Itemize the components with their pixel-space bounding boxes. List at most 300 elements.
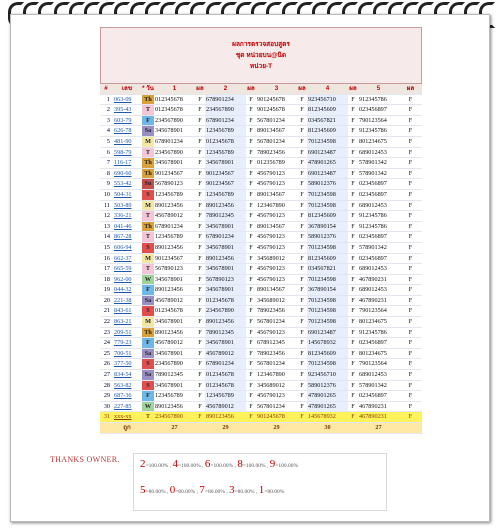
row-number-code: 041-46 <box>112 221 142 232</box>
result-flag: F <box>195 200 205 211</box>
row-number-code: 662-37 <box>112 253 142 264</box>
row-number-code: 843-61 <box>112 306 142 317</box>
column-header: 3 <box>256 84 297 94</box>
result-flag: F <box>297 370 307 381</box>
row-index: 9 <box>100 179 112 190</box>
digit-set: 801234675 <box>358 348 399 359</box>
row-day-badge: T <box>142 147 154 158</box>
digit-set: 890123456 <box>205 253 246 264</box>
stat-digit: 9 <box>269 458 276 470</box>
table-row <box>100 274 422 285</box>
digit-set: 023456897 <box>358 189 399 200</box>
digit-set: 456790123 <box>256 168 297 179</box>
digit-set: 689012453 <box>358 147 399 158</box>
row-index: 11 <box>100 200 112 211</box>
result-flag: F <box>246 189 256 200</box>
row-index: 28 <box>100 380 112 391</box>
row-day-badge: Th <box>142 94 154 105</box>
row-number-code: 867-28 <box>112 232 142 243</box>
summary-empty <box>297 423 307 434</box>
digit-set: 012345678 <box>154 105 195 116</box>
column-header: # <box>100 84 112 94</box>
digit-set: 123467890 <box>256 370 297 381</box>
result-flag: F <box>297 391 307 402</box>
digit-set: 345678901 <box>205 338 246 349</box>
table-row <box>100 211 422 222</box>
table-row <box>100 327 422 338</box>
digit-set: 790123564 <box>358 306 399 317</box>
digit-set: 012356789 <box>256 158 297 169</box>
digit-set: 456790123 <box>256 211 297 222</box>
digit-set: 034567821 <box>307 115 348 126</box>
digit-set: 456789012 <box>154 338 195 349</box>
digit-set: 589012376 <box>307 179 348 190</box>
result-flag: F <box>348 179 358 190</box>
result-flag: F <box>297 221 307 232</box>
column-header: เลข <box>112 84 142 94</box>
row-index: 31 <box>100 412 112 423</box>
row-index: 3 <box>100 115 112 126</box>
table-row <box>100 126 422 137</box>
digit-set: 034567821 <box>307 264 348 275</box>
result-flag: F <box>246 232 256 243</box>
digit-set: 890134567 <box>256 126 297 137</box>
row-number-code: 563-82 <box>112 380 142 391</box>
result-flag: F <box>348 380 358 391</box>
digit-set: 234567890 <box>154 115 195 126</box>
table-row <box>100 200 422 211</box>
digit-set: 812345609 <box>307 253 348 264</box>
digit-set: 567801234 <box>256 136 297 147</box>
table-row <box>100 285 422 296</box>
result-flag: F <box>297 94 307 105</box>
digit-set: 456790123 <box>256 179 297 190</box>
table-row <box>100 253 422 264</box>
digit-set: 456789012 <box>205 401 246 412</box>
row-number-code: 503-89 <box>112 200 142 211</box>
digit-set: 890123456 <box>154 242 195 253</box>
stat-digit: 3 <box>229 484 235 496</box>
stats-line-100: 2=100.00% , 4=100.00% , 6=100.00% , 8=100.00% , 9=100.00% <box>140 458 299 470</box>
header-unit: หน่วย-T <box>249 63 273 70</box>
result-flag: F <box>195 179 205 190</box>
result-flag: F <box>348 338 358 349</box>
result-flag: F <box>246 401 256 412</box>
stat-percent: =80.00% <box>234 489 255 495</box>
result-flag: F <box>195 317 205 328</box>
stat-percent: =100.00% <box>177 463 201 469</box>
digit-set: 890134567 <box>256 189 297 200</box>
digit-set: 901245678 <box>256 105 297 116</box>
result-flag: F <box>399 338 422 349</box>
table-row <box>100 136 422 147</box>
summary-empty <box>246 423 256 434</box>
table-row <box>100 115 422 126</box>
row-index: 24 <box>100 338 112 349</box>
digit-set: 456790123 <box>256 242 297 253</box>
result-flag: F <box>348 115 358 126</box>
digit-set: 023456897 <box>358 232 399 243</box>
result-flag: F <box>399 306 422 317</box>
row-day-badge: M <box>142 253 154 264</box>
table-row <box>100 158 422 169</box>
thanks-owner-text: THANKS OWNER. <box>50 455 120 464</box>
table-row <box>100 401 422 412</box>
digit-set: 912345786 <box>358 221 399 232</box>
digit-set: 890123456 <box>205 317 246 328</box>
row-number-code: 962-00 <box>112 274 142 285</box>
row-number-code: 221-38 <box>112 295 142 306</box>
result-flag: F <box>297 189 307 200</box>
digit-set: 701234598 <box>307 200 348 211</box>
digit-set: 689012453 <box>358 264 399 275</box>
digit-set: 701234598 <box>307 274 348 285</box>
row-index: 20 <box>100 295 112 306</box>
row-day-badge: M <box>142 136 154 147</box>
digit-set: 901234567 <box>154 253 195 264</box>
summary-label: ถูก <box>112 423 142 434</box>
digit-set: 234567890 <box>205 105 246 116</box>
result-flag: F <box>195 380 205 391</box>
digit-set: 890123456 <box>154 200 195 211</box>
digit-set: 812345609 <box>307 105 348 116</box>
result-flag: F <box>399 285 422 296</box>
digit-set: 901245678 <box>256 412 297 423</box>
result-flag: F <box>195 401 205 412</box>
row-day-badge: Sa <box>142 370 154 381</box>
digit-set: 234567890 <box>205 306 246 317</box>
table-row <box>100 359 422 370</box>
result-flag: F <box>297 295 307 306</box>
row-day-badge: F <box>142 338 154 349</box>
row-index: 7 <box>100 158 112 169</box>
result-flag: F <box>348 105 358 116</box>
digit-set: 123456789 <box>154 391 195 402</box>
digit-set: 567890123 <box>205 274 246 285</box>
result-flag: F <box>246 285 256 296</box>
digit-set: 890123456 <box>205 412 246 423</box>
result-flag: F <box>399 264 422 275</box>
digit-set: 345678901 <box>205 264 246 275</box>
result-flag: F <box>195 253 205 264</box>
digit-set: 467890231 <box>358 412 399 423</box>
digit-set: 567801234 <box>256 115 297 126</box>
result-flag: F <box>297 253 307 264</box>
result-flag: F <box>348 370 358 381</box>
row-number-code: 116-17 <box>112 158 142 169</box>
digit-set: 689012453 <box>358 285 399 296</box>
row-number-code: 063-09 <box>112 94 142 105</box>
table-row <box>100 232 422 243</box>
digit-set: 478901265 <box>307 158 348 169</box>
table-row <box>100 412 422 423</box>
digit-set: 790123564 <box>358 115 399 126</box>
result-flag: F <box>246 295 256 306</box>
column-header: ผล <box>246 84 256 94</box>
digit-set: 901234567 <box>154 168 195 179</box>
digit-set: 812345609 <box>307 348 348 359</box>
row-index: 26 <box>100 359 112 370</box>
column-header: ผล <box>195 84 205 94</box>
digit-set: 345689012 <box>256 295 297 306</box>
digit-set: 890134567 <box>256 221 297 232</box>
row-day-badge: T <box>142 264 154 275</box>
result-flag: F <box>297 158 307 169</box>
stat-percent: =100.00% <box>145 463 169 469</box>
result-flag: F <box>399 136 422 147</box>
result-flag: F <box>399 189 422 200</box>
table-row <box>100 338 422 349</box>
row-number-code: 700-51 <box>112 348 142 359</box>
table-row <box>100 94 422 105</box>
stat-percent: =100.00% <box>275 463 299 469</box>
result-flag: F <box>195 264 205 275</box>
result-flag: F <box>246 115 256 126</box>
digit-set: 701234598 <box>307 242 348 253</box>
row-index: 17 <box>100 264 112 275</box>
digit-set: 234567890 <box>154 359 195 370</box>
result-flag: F <box>348 168 358 179</box>
result-flag: F <box>246 105 256 116</box>
digit-set: 801234675 <box>358 136 399 147</box>
result-flag: F <box>246 253 256 264</box>
column-header: 5 <box>358 84 399 94</box>
summary-empty <box>348 423 358 434</box>
row-index: 29 <box>100 391 112 402</box>
result-flag: F <box>246 348 256 359</box>
row-index: 2 <box>100 105 112 116</box>
result-flag: F <box>399 242 422 253</box>
digit-set: 690123487 <box>307 327 348 338</box>
row-day-badge: F <box>142 391 154 402</box>
result-flag: F <box>399 348 422 359</box>
digit-set: 012345678 <box>205 380 246 391</box>
digit-set: 123456789 <box>154 189 195 200</box>
row-index: 13 <box>100 221 112 232</box>
result-flag: F <box>348 327 358 338</box>
digit-set: 567890123 <box>154 179 195 190</box>
header-set-name: ชุด หน่วยบน@นิด <box>235 52 287 59</box>
result-flag: F <box>246 359 256 370</box>
result-flag: F <box>348 391 358 402</box>
row-index: 14 <box>100 232 112 243</box>
digit-set: 912345786 <box>358 94 399 105</box>
stats-box <box>133 453 387 511</box>
stat-digit: 0 <box>169 484 176 496</box>
row-number-code: 863-21 <box>112 317 142 328</box>
result-flag: F <box>297 348 307 359</box>
result-flag: F <box>195 232 205 243</box>
table-row <box>100 105 422 116</box>
digit-set: 234567890 <box>154 412 195 423</box>
row-number-code: 687-36 <box>112 391 142 402</box>
result-flag: F <box>297 306 307 317</box>
digit-set: 701234598 <box>307 317 348 328</box>
row-number-code: 395-43 <box>112 105 142 116</box>
column-header: ผล <box>348 84 358 94</box>
row-day-badge: T <box>142 232 154 243</box>
summary-empty <box>100 423 112 434</box>
stat-percent: =80.00% <box>264 489 285 495</box>
digit-set: 578901342 <box>358 158 399 169</box>
result-flag: F <box>246 327 256 338</box>
row-day-badge: F <box>142 115 154 126</box>
result-flag: F <box>246 200 256 211</box>
stat-digit: 5 <box>140 484 146 496</box>
digit-set: 912345786 <box>358 327 399 338</box>
row-index: 27 <box>100 370 112 381</box>
digit-set: 701234598 <box>307 295 348 306</box>
result-flag: F <box>297 232 307 243</box>
result-flag: F <box>195 285 205 296</box>
summary-count: 27 <box>154 423 195 434</box>
digit-set: 812345609 <box>307 211 348 222</box>
result-flag: F <box>195 242 205 253</box>
stat-digit: 2 <box>140 458 146 470</box>
sheet-header <box>100 27 422 84</box>
result-flag: F <box>399 401 422 412</box>
result-flag: F <box>348 221 358 232</box>
digit-set: 367890154 <box>307 285 348 296</box>
digit-set: 689012453 <box>358 370 399 381</box>
row-day-badge: W <box>142 274 154 285</box>
digit-set: 345678901 <box>205 242 246 253</box>
result-flag: F <box>246 370 256 381</box>
digit-set: 678901234 <box>205 359 246 370</box>
row-number-code: 603-79 <box>112 115 142 126</box>
result-flag: F <box>348 211 358 222</box>
row-number-code: 553-42 <box>112 179 142 190</box>
result-flag: F <box>399 94 422 105</box>
row-day-badge: T <box>142 211 154 222</box>
results-sheet <box>100 27 422 434</box>
row-day-badge: W <box>142 401 154 412</box>
column-header: 1 <box>154 84 195 94</box>
result-flag: F <box>348 317 358 328</box>
digit-set: 790123564 <box>358 359 399 370</box>
row-number-code: 779-23 <box>112 338 142 349</box>
digit-set: 467890231 <box>358 295 399 306</box>
row-index: 1 <box>100 94 112 105</box>
row-day-badge: Sa <box>142 348 154 359</box>
result-flag: F <box>348 253 358 264</box>
digit-set: 789023456 <box>256 306 297 317</box>
stat-percent: =80.00% <box>175 489 196 495</box>
result-flag: F <box>195 274 205 285</box>
results-table <box>100 84 422 434</box>
result-flag: F <box>297 211 307 222</box>
row-index: 18 <box>100 274 112 285</box>
digit-set: 012345678 <box>205 370 246 381</box>
digit-set: 912345786 <box>358 126 399 137</box>
digit-set: 890134567 <box>256 285 297 296</box>
digit-set: 467890231 <box>358 401 399 412</box>
column-header: * วัน <box>142 84 154 94</box>
result-flag: F <box>399 179 422 190</box>
result-flag: F <box>297 168 307 179</box>
result-flag: F <box>195 306 205 317</box>
result-flag: F <box>399 412 422 423</box>
result-flag: F <box>195 221 205 232</box>
digit-set: 690123487 <box>307 147 348 158</box>
digit-set: 801234675 <box>358 317 399 328</box>
digit-set: 023456897 <box>358 338 399 349</box>
result-flag: F <box>195 348 205 359</box>
result-flag: F <box>246 94 256 105</box>
result-flag: F <box>246 147 256 158</box>
row-number-code: 209-51 <box>112 327 142 338</box>
row-number-code: 336-21 <box>112 211 142 222</box>
table-row <box>100 189 422 200</box>
result-flag: F <box>195 168 205 179</box>
digit-set: 912345786 <box>358 211 399 222</box>
result-flag: F <box>399 105 422 116</box>
digit-set: 478901265 <box>307 391 348 402</box>
result-flag: F <box>195 136 205 147</box>
row-index: 8 <box>100 168 112 179</box>
result-flag: F <box>399 115 422 126</box>
result-flag: F <box>348 412 358 423</box>
digit-set: 345678901 <box>154 317 195 328</box>
summary-empty <box>399 423 422 434</box>
result-flag: F <box>297 105 307 116</box>
row-day-badge: Th <box>142 221 154 232</box>
row-day-badge: F <box>142 285 154 296</box>
result-flag: F <box>348 200 358 211</box>
digit-set: 023456897 <box>358 105 399 116</box>
result-flag: F <box>297 264 307 275</box>
result-flag: F <box>297 327 307 338</box>
result-flag: F <box>399 147 422 158</box>
result-flag: F <box>399 232 422 243</box>
row-number-code: 834-54 <box>112 370 142 381</box>
result-flag: F <box>399 168 422 179</box>
table-body <box>100 94 422 422</box>
digit-set: 567801234 <box>256 401 297 412</box>
result-flag: F <box>246 338 256 349</box>
result-flag: F <box>246 136 256 147</box>
digit-set: 578901342 <box>358 242 399 253</box>
result-flag: F <box>399 274 422 285</box>
row-day-badge: Su <box>142 179 154 190</box>
result-flag: F <box>195 359 205 370</box>
result-flag: F <box>348 306 358 317</box>
result-flag: F <box>195 189 205 200</box>
result-flag: F <box>195 115 205 126</box>
digit-set: 789012345 <box>205 211 246 222</box>
digit-set: 567801234 <box>256 317 297 328</box>
digit-set: 923456710 <box>307 370 348 381</box>
digit-set: 345678901 <box>205 221 246 232</box>
digit-set: 923456710 <box>307 94 348 105</box>
digit-set: 678901234 <box>154 221 195 232</box>
result-flag: F <box>348 126 358 137</box>
row-day-badge: S <box>142 242 154 253</box>
digit-set: 578901342 <box>358 380 399 391</box>
digit-set: 678912345 <box>256 338 297 349</box>
column-header: 4 <box>307 84 348 94</box>
result-flag: F <box>246 317 256 328</box>
digit-set: 890123456 <box>154 401 195 412</box>
result-flag: F <box>195 158 205 169</box>
table-row <box>100 242 422 253</box>
digit-set: 567801234 <box>256 359 297 370</box>
result-flag: F <box>297 242 307 253</box>
digit-set: 456790123 <box>256 264 297 275</box>
result-flag: F <box>399 370 422 381</box>
result-flag: F <box>297 200 307 211</box>
result-flag: F <box>246 242 256 253</box>
